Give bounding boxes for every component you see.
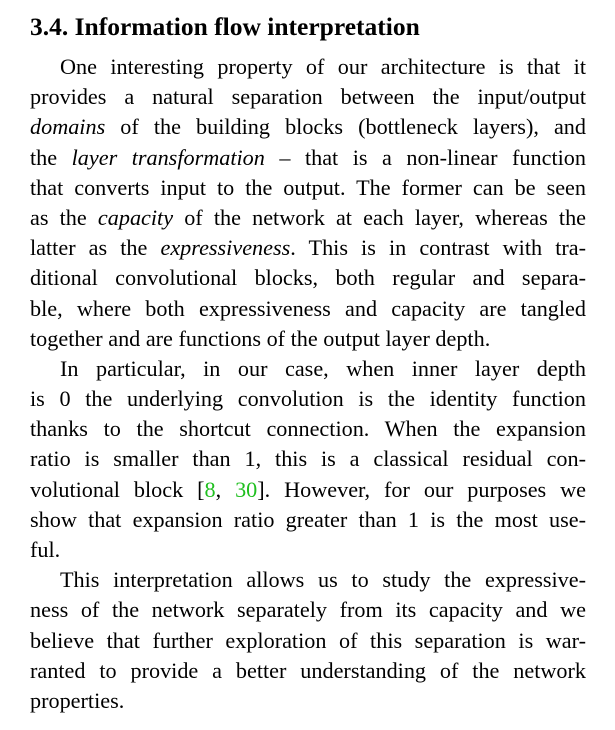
text-segment: of the building blocks (bottleneck layers), and [105,114,586,140]
text-segment: latter as the [30,235,161,261]
text-line [30,686,586,716]
text-segment: together and are functions of the output layer depth. [30,325,491,351]
text-segment: thanks to the shortcut connection. When the expansion [30,416,586,442]
text-line [30,52,586,82]
text-line [30,384,586,414]
text-line [30,233,586,263]
text-segment: as the [30,204,98,230]
citation-link[interactable]: 8 [204,476,216,502]
paragraph [30,565,586,716]
text-segment: This interpretation allows us to study the expressive- [60,567,586,593]
text-line [30,595,586,625]
section-body [30,52,586,716]
text-line [30,294,586,324]
text-line [30,505,586,535]
section-heading: 3.4. Information flow interpretation [30,12,420,41]
text-segment: ranted to provide a better understanding of the network [30,657,586,683]
italic-term: capacity [97,204,174,230]
text-segment: In particular, in our case, when inner layer depth [60,355,586,381]
text-segment: ditional convolutional blocks, both regular and separa- [30,265,586,291]
text-line [30,444,586,474]
text-line [30,475,586,505]
text-segment: One interesting property of our architecture is that it [60,54,586,79]
citation-link[interactable]: 30 [235,476,258,502]
text-line [30,143,586,173]
text-line [30,656,586,686]
text-segment: ness of the network separately from its capacity and we [30,597,586,623]
italic-term: expressiveness [160,235,291,261]
text-segment: , [215,476,236,502]
paragraph [30,354,586,565]
paragraph [30,52,586,354]
text-segment: is 0 the underlying convolution is the identity function [30,386,586,412]
text-segment: ble, where both expressiveness and capacity are tangled [30,295,586,321]
italic-term: layer transformation [71,144,265,170]
text-segment: – that is a non-linear function [264,144,586,170]
text-segment: properties. [30,687,125,713]
text-line [30,535,586,565]
paper-page [30,12,586,716]
text-line [30,565,586,595]
text-segment: believe that further exploration of this separation is war- [30,627,586,653]
text-line [30,173,586,203]
text-segment: that converts input to the output. The former can be seen [30,174,586,200]
text-segment: provides a natural separation between the input/output [30,84,586,110]
text-line [30,324,586,354]
text-segment: volutional block [ [30,476,205,502]
text-segment: ratio is smaller than 1, this is a classical residual con- [30,446,586,472]
text-line [30,82,586,112]
text-segment: ]. However, for our purposes we [257,476,586,502]
text-line [30,112,586,142]
text-segment: . This is in contrast with tra- [290,235,586,261]
text-segment: show that expansion ratio greater than 1 is the most use- [30,506,586,532]
italic-term: domains [30,114,106,140]
text-line [30,263,586,293]
text-segment: of the network at each layer, whereas the [173,204,587,230]
text-line [30,203,586,233]
text-line [30,414,586,444]
text-line [30,626,586,656]
text-line [30,354,586,384]
text-segment: the [30,144,72,170]
text-segment: ful. [30,537,61,562]
